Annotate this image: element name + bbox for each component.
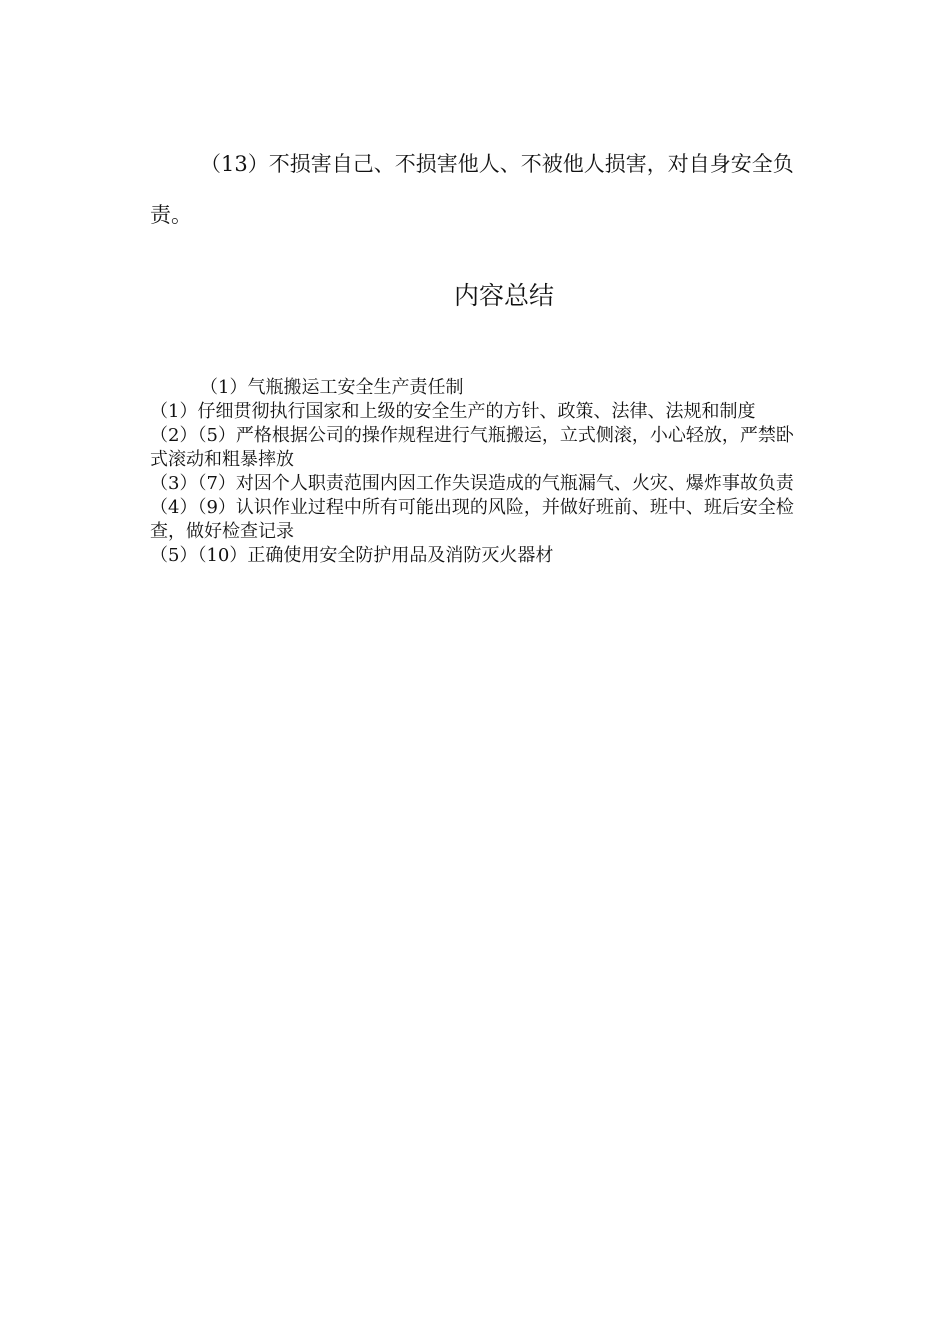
summary-item-3: （3）（7）对因个人职责范围内因工作失误造成的气瓶漏气、火灾、爆炸事故负责 [150, 473, 794, 494]
section-title: 内容总结 [453, 281, 554, 310]
summary-item-2: （2）（5）严格根据公司的操作规程进行气瓶搬运，立式侧滚，小心轻放，严禁卧式滚动和粗暴摔放 [150, 425, 794, 470]
summary-item-5: （5）（10）正确使用安全防护用品及消防灭火器材 [150, 545, 554, 566]
summary-item-1: （1）仔细贯彻执行国家和上级的安全生产的方针、政策、法律、法规和制度 [150, 401, 756, 422]
body-paragraph: （13）不损害自己、不损害他人、不被他人损害，对自身安全负责。 [150, 152, 794, 227]
summary-heading: （1）气瓶搬运工安全生产责任制 [200, 377, 464, 398]
summary-item-4: （4）（9）认识作业过程中所有可能出现的风险，并做好班前、班中、班后安全检查，做好检查记录 [150, 497, 794, 542]
summary-section [150, 376, 800, 568]
